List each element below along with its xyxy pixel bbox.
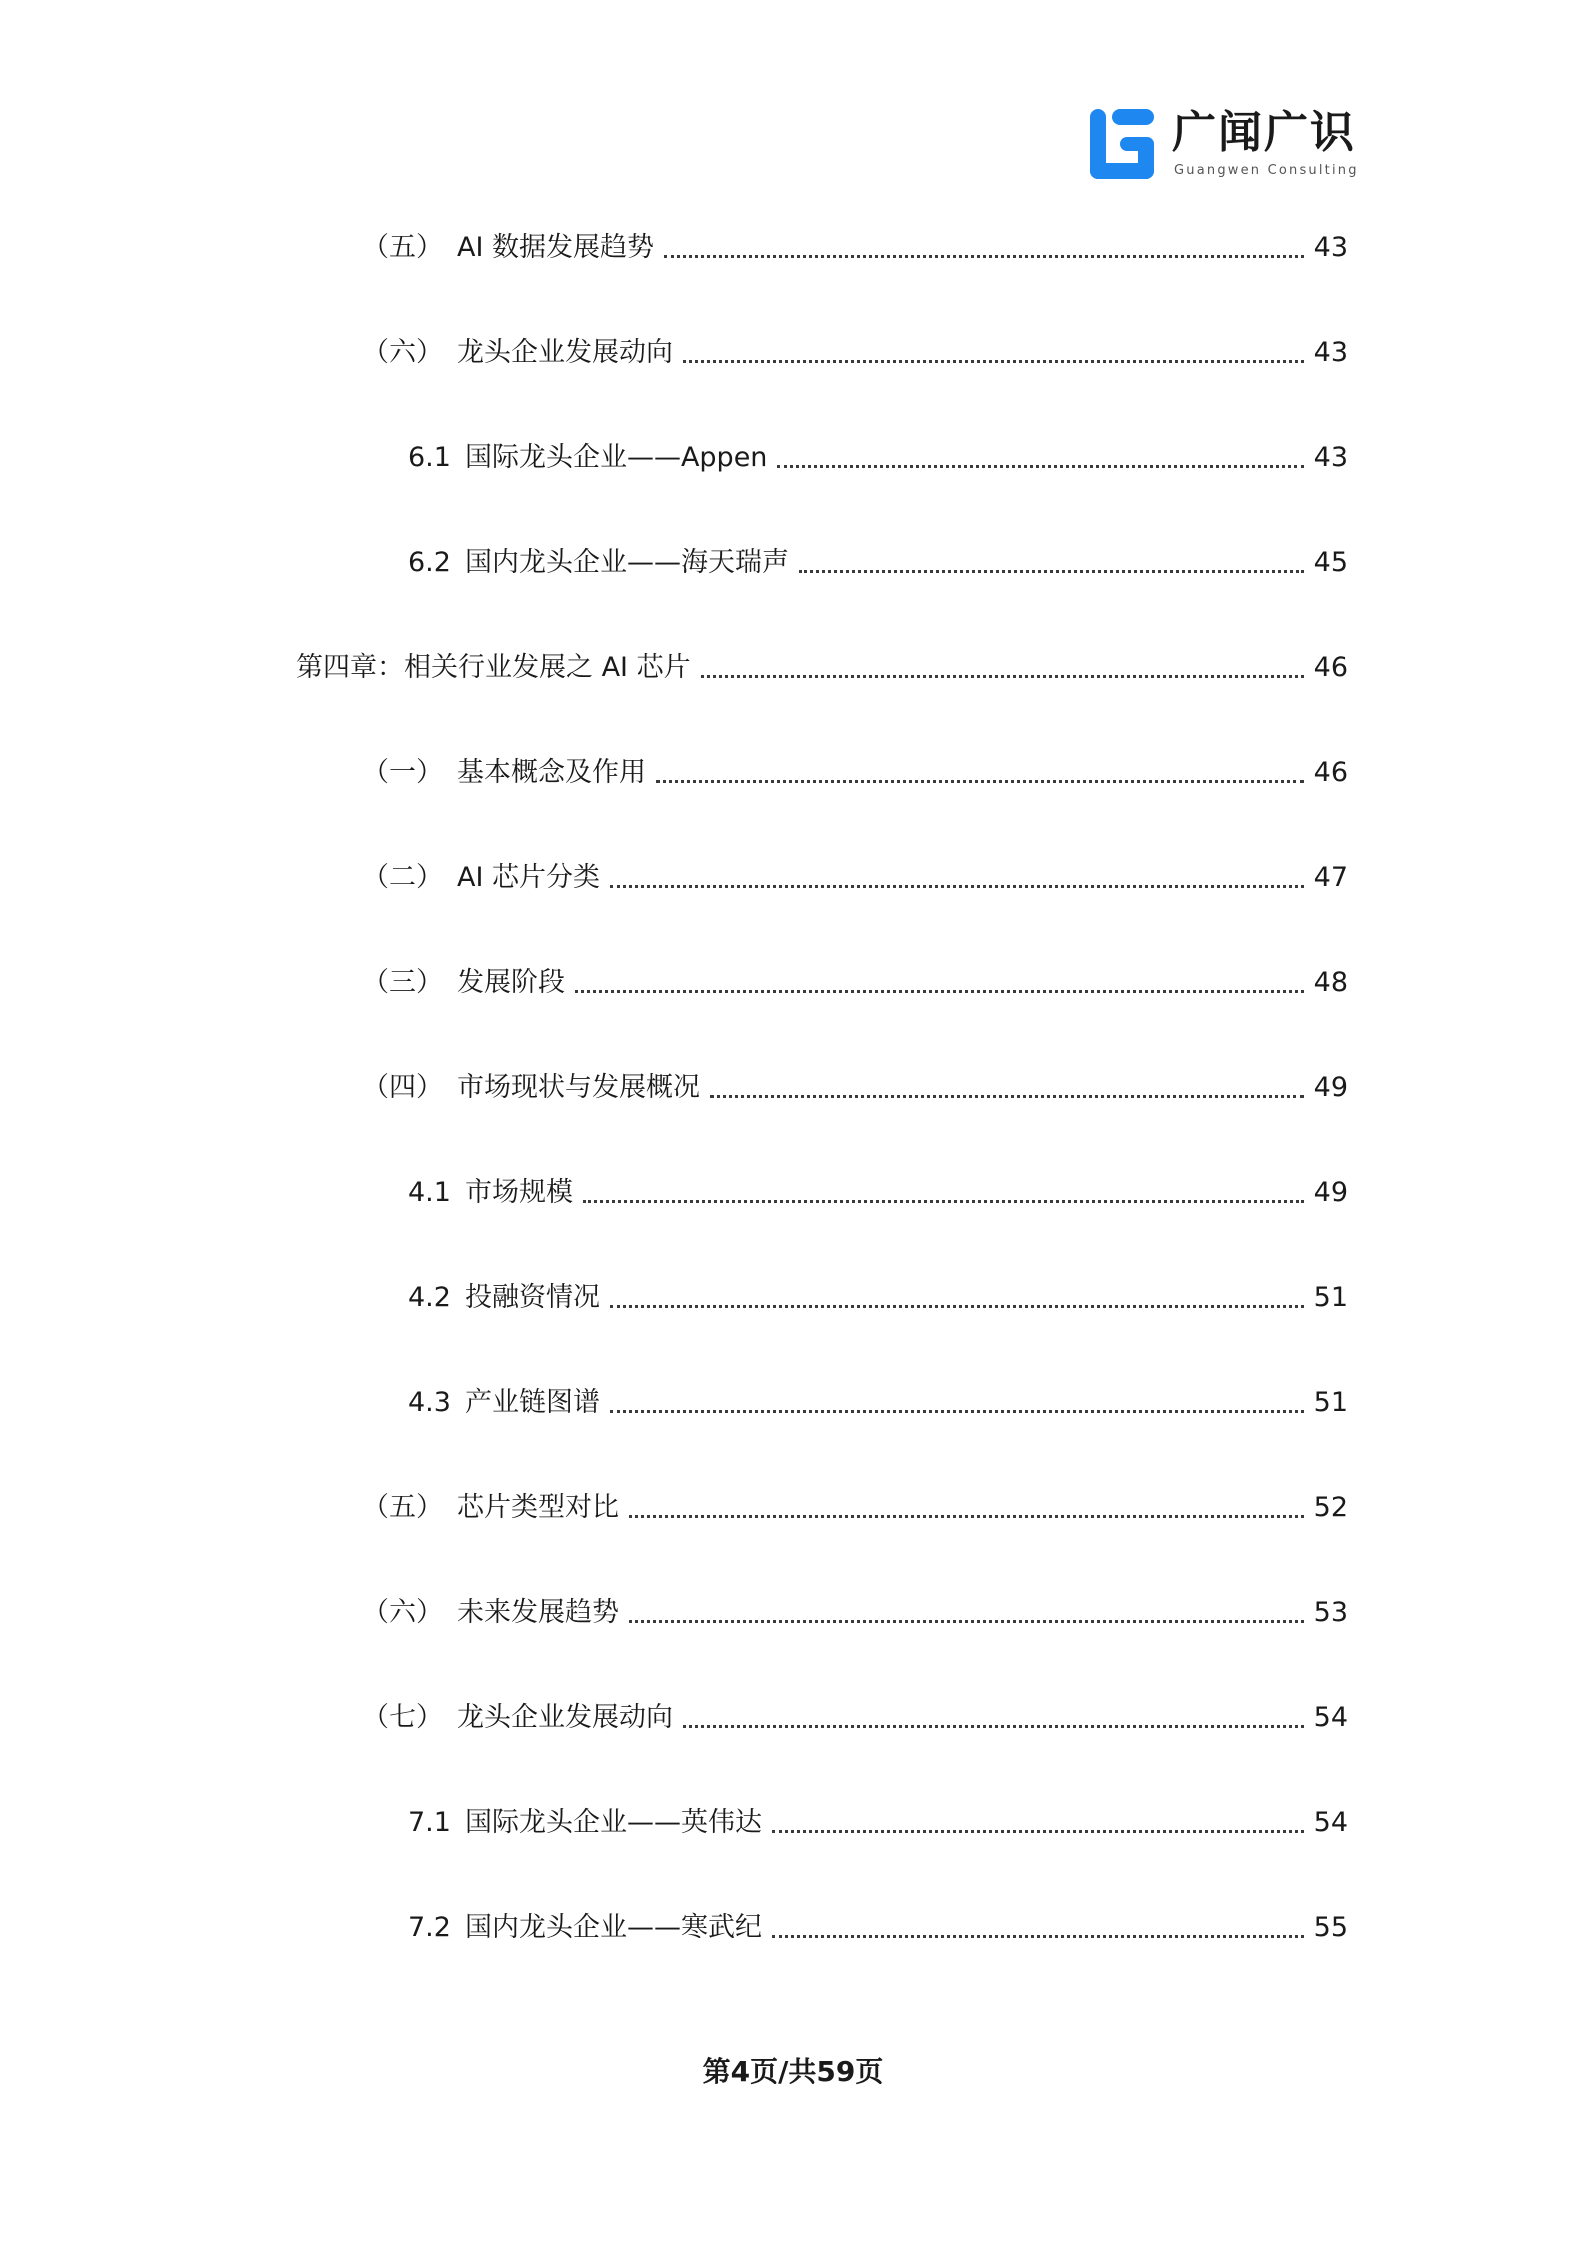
toc-dot-leader — [610, 885, 1304, 888]
toc-entry[interactable] — [362, 961, 1348, 1001]
toc-entry[interactable] — [362, 331, 1348, 371]
toc-dot-leader — [777, 465, 1303, 468]
toc-entry-page: 54 — [1313, 1807, 1348, 1838]
toc-dot-leader — [710, 1095, 1304, 1098]
toc-entry[interactable] — [408, 1381, 1348, 1421]
toc-entry[interactable] — [408, 436, 1348, 476]
toc-entry-page: 48 — [1313, 967, 1348, 998]
toc-entry-page: 46 — [1313, 757, 1348, 788]
toc-entry-number: 6.2 — [408, 547, 451, 578]
toc-entry-number: （四） — [362, 1072, 443, 1103]
toc-entry-page: 43 — [1313, 232, 1348, 263]
toc-entry-title: 未来发展趋势 — [457, 1597, 619, 1628]
toc-dot-leader — [575, 990, 1304, 993]
toc-dot-leader — [583, 1200, 1304, 1203]
toc-entry-number: 6.1 — [408, 442, 451, 473]
toc-entry-page: 43 — [1313, 442, 1348, 473]
logo-english-text: Guangwen Consulting — [1174, 163, 1359, 178]
toc-entry-number: （六） — [362, 1597, 443, 1628]
toc-dot-leader — [772, 1830, 1304, 1833]
toc-entry[interactable] — [362, 856, 1348, 896]
toc-dot-leader — [799, 570, 1304, 573]
toc-entry-page: 51 — [1313, 1387, 1348, 1418]
toc-entry-page: 49 — [1313, 1072, 1348, 1103]
toc-entry-title: 国内龙头企业——寒武纪 — [464, 1912, 762, 1943]
toc-entry-title: 投融资情况 — [464, 1282, 600, 1313]
toc-entry[interactable] — [362, 1486, 1348, 1526]
toc-dot-leader — [664, 255, 1304, 258]
toc-entry[interactable] — [408, 1171, 1348, 1211]
toc-dot-leader — [656, 780, 1304, 783]
toc-dot-leader — [683, 1725, 1304, 1728]
toc-dot-leader — [772, 1935, 1304, 1938]
toc-entry-number: （三） — [362, 967, 443, 998]
toc-entry[interactable] — [408, 1276, 1348, 1316]
toc-entry-title: 芯片类型对比 — [457, 1492, 619, 1523]
toc-dot-leader — [629, 1515, 1304, 1518]
toc-entry-number: （七） — [362, 1702, 443, 1733]
toc-dot-leader — [610, 1410, 1304, 1413]
toc-entry-number: （六） — [362, 337, 443, 368]
toc-entry[interactable] — [362, 1696, 1348, 1736]
toc-entry-number: 7.1 — [408, 1807, 451, 1838]
toc-entry-title: 基本概念及作用 — [457, 757, 646, 788]
toc-entry-title: 国际龙头企业——Appen — [464, 442, 768, 473]
toc-entry-page: 54 — [1313, 1702, 1348, 1733]
toc-entry-number: （五） — [362, 1492, 443, 1523]
toc-entry-page: 46 — [1313, 652, 1348, 683]
toc-entry[interactable] — [362, 751, 1348, 791]
toc-entry-title: AI 数据发展趋势 — [457, 232, 655, 263]
toc-dot-leader — [701, 675, 1304, 678]
toc-entry-title: 产业链图谱 — [464, 1387, 600, 1418]
toc-entry-title: 第四章：相关行业发展之 AI 芯片 — [296, 652, 691, 683]
toc-entry-page: 47 — [1313, 862, 1348, 893]
toc-entry[interactable] — [408, 1801, 1348, 1841]
toc-entry-title: 市场现状与发展概况 — [457, 1072, 700, 1103]
toc-dot-leader — [610, 1305, 1304, 1308]
page-number-footer: 第4页/共59页 — [702, 2055, 884, 2088]
toc-entry-number: 4.3 — [408, 1387, 451, 1418]
logo-chinese-text: 广闻广识 — [1172, 107, 1356, 158]
toc-entry[interactable] — [408, 1906, 1348, 1946]
toc-entry-page: 51 — [1313, 1282, 1348, 1313]
toc-entry-page: 52 — [1313, 1492, 1348, 1523]
toc-entry-number: （二） — [362, 862, 443, 893]
toc-entry-page: 49 — [1313, 1177, 1348, 1208]
toc-dot-leader — [683, 360, 1304, 363]
toc-entry[interactable] — [296, 646, 1348, 686]
toc-entry-page: 55 — [1313, 1912, 1348, 1943]
toc-entry[interactable] — [362, 226, 1348, 266]
logo-mark-icon — [1090, 109, 1154, 179]
toc-entry[interactable] — [408, 541, 1348, 581]
toc-entry-number: （五） — [362, 232, 443, 263]
toc-entry[interactable] — [362, 1066, 1348, 1106]
toc-entry-title: 发展阶段 — [457, 967, 565, 998]
toc-entry[interactable] — [362, 1591, 1348, 1631]
toc-entry-title: 龙头企业发展动向 — [457, 1702, 673, 1733]
toc-entry-page: 45 — [1313, 547, 1348, 578]
toc-entry-page: 53 — [1313, 1597, 1348, 1628]
toc-entry-number: 4.2 — [408, 1282, 451, 1313]
toc-entry-number: （一） — [362, 757, 443, 788]
brand-logo — [1090, 105, 1370, 185]
toc-entry-number: 7.2 — [408, 1912, 451, 1943]
toc-entry-number: 4.1 — [408, 1177, 451, 1208]
toc-entry-title: AI 芯片分类 — [457, 862, 601, 893]
toc-entry-title: 市场规模 — [464, 1177, 573, 1208]
toc-entry-page: 43 — [1313, 337, 1348, 368]
toc-entry-title: 国际龙头企业——英伟达 — [464, 1807, 762, 1838]
toc-dot-leader — [629, 1620, 1304, 1623]
toc-entry-title: 龙头企业发展动向 — [457, 337, 673, 368]
toc-entry-title: 国内龙头企业——海天瑞声 — [464, 547, 789, 578]
